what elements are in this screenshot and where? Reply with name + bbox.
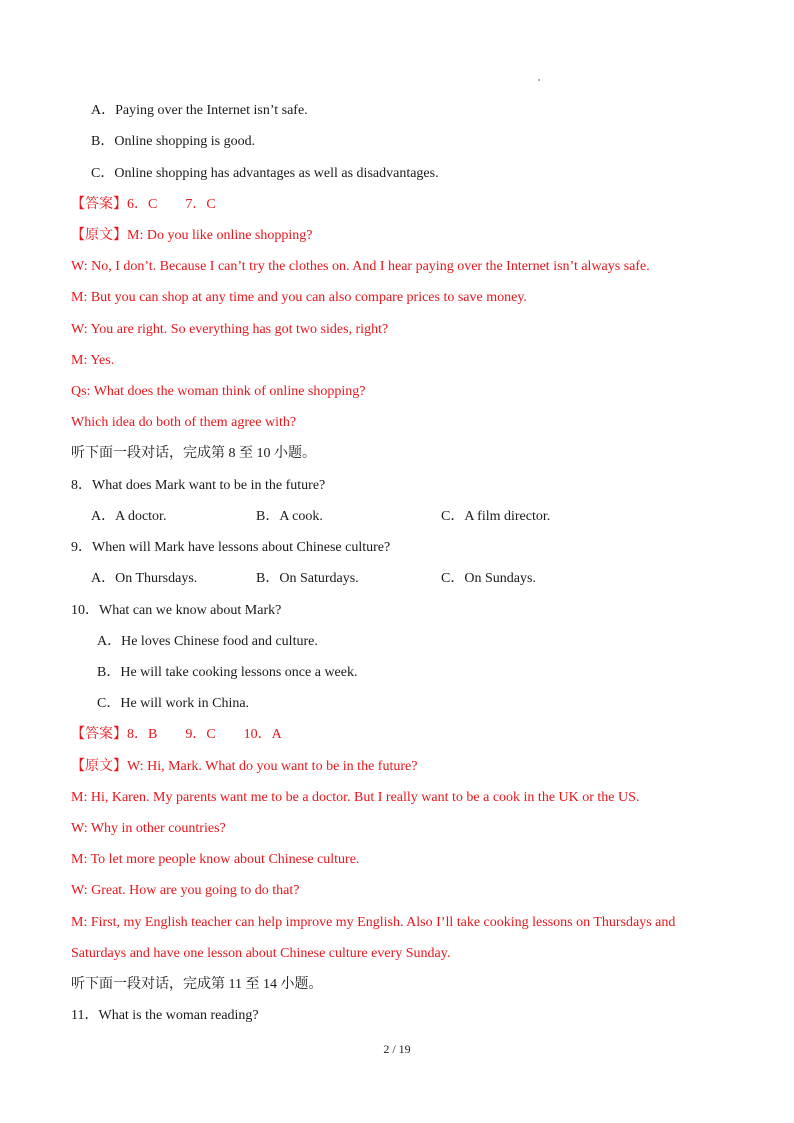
q9-option-c: C．On Sundays.: [441, 571, 536, 586]
transcript-2-line-6: M: First, my English teacher can help improve my English. Also I’ll take cooking lessons on Thursdays and: [71, 915, 676, 930]
transcript-1-line-4: W: You are right. So everything has got two sides, right?: [71, 322, 389, 337]
transcript-1-line-5: M: Yes.: [71, 353, 115, 368]
answer-8-10: [71, 726, 282, 744]
question-11: 11．What is the woman reading?: [71, 1008, 259, 1023]
q7-option-b: B．Online shopping is good.: [91, 134, 256, 149]
transcript-label: 【原文】: [71, 228, 127, 243]
answer-label: 【答案】: [71, 197, 127, 212]
answer-label: 【答案】: [71, 727, 127, 742]
q8-option-c: C．A film director.: [441, 509, 551, 524]
transcript-1-line-6: Qs: What does the woman think of online shopping?: [71, 384, 366, 399]
transcript-text: M: Do you like online shopping?: [127, 228, 313, 243]
page-number: 2 / 19: [383, 1042, 411, 1056]
q8-option-b: B．A cook.: [256, 509, 323, 524]
answer-6-7: [71, 196, 216, 214]
q9-option-b: B．On Saturdays.: [256, 571, 359, 586]
transcript-2-line-2: M: Hi, Karen. My parents want me to be a doctor. But I really want to be a cook in the UK or the US.: [71, 790, 640, 805]
transcript-2-line-3: W: Why in other countries?: [71, 821, 226, 836]
q8-option-a: A．A doctor.: [91, 509, 167, 524]
q10-option-c: C．He will work in China.: [97, 696, 250, 711]
question-9: 9．When will Mark have lessons about Chinese culture?: [71, 540, 391, 555]
scan-dot: [538, 79, 540, 81]
question-10: 10．What can we know about Mark?: [71, 603, 282, 618]
transcript-2-line-1: [71, 758, 417, 776]
transcript-2-line-7: Saturdays and have one lesson about Chinese culture every Sunday.: [71, 946, 451, 961]
q10-option-a: A．He loves Chinese food and culture.: [97, 634, 318, 649]
transcript-1-line-1: [71, 227, 313, 245]
transcript-2-line-4: M: To let more people know about Chinese culture.: [71, 852, 360, 867]
q10-option-b: B．He will take cooking lessons once a week.: [97, 665, 358, 680]
answer-values: 8．B 9．C 10．A: [127, 727, 282, 742]
transcript-1-line-2: W: No, I don’t. Because I can’t try the clothes on. And I hear paying over the Internet isn’t always safe.: [71, 259, 650, 274]
answer-values: 6．C 7．C: [127, 197, 216, 212]
transcript-label: 【原文】: [71, 759, 127, 774]
transcript-1-line-7: Which idea do both of them agree with?: [71, 415, 297, 430]
q9-option-a: A．On Thursdays.: [91, 571, 198, 586]
q7-option-a: A．Paying over the Internet isn’t safe.: [91, 103, 308, 118]
instruction-11-14: 听下面一段对话，完成第 11 至 14 小题。: [71, 977, 323, 992]
instruction-8-10: 听下面一段对话，完成第 8 至 10 小题。: [71, 446, 316, 461]
transcript-2-line-5: W: Great. How are you going to do that?: [71, 883, 300, 898]
question-8: 8．What does Mark want to be in the future?: [71, 478, 326, 493]
transcript-text: W: Hi, Mark. What do you want to be in the future?: [127, 759, 418, 774]
transcript-1-line-3: M: But you can shop at any time and you can also compare prices to save money.: [71, 290, 527, 305]
q7-option-c: C．Online shopping has advantages as well as disadvantages.: [91, 166, 439, 181]
